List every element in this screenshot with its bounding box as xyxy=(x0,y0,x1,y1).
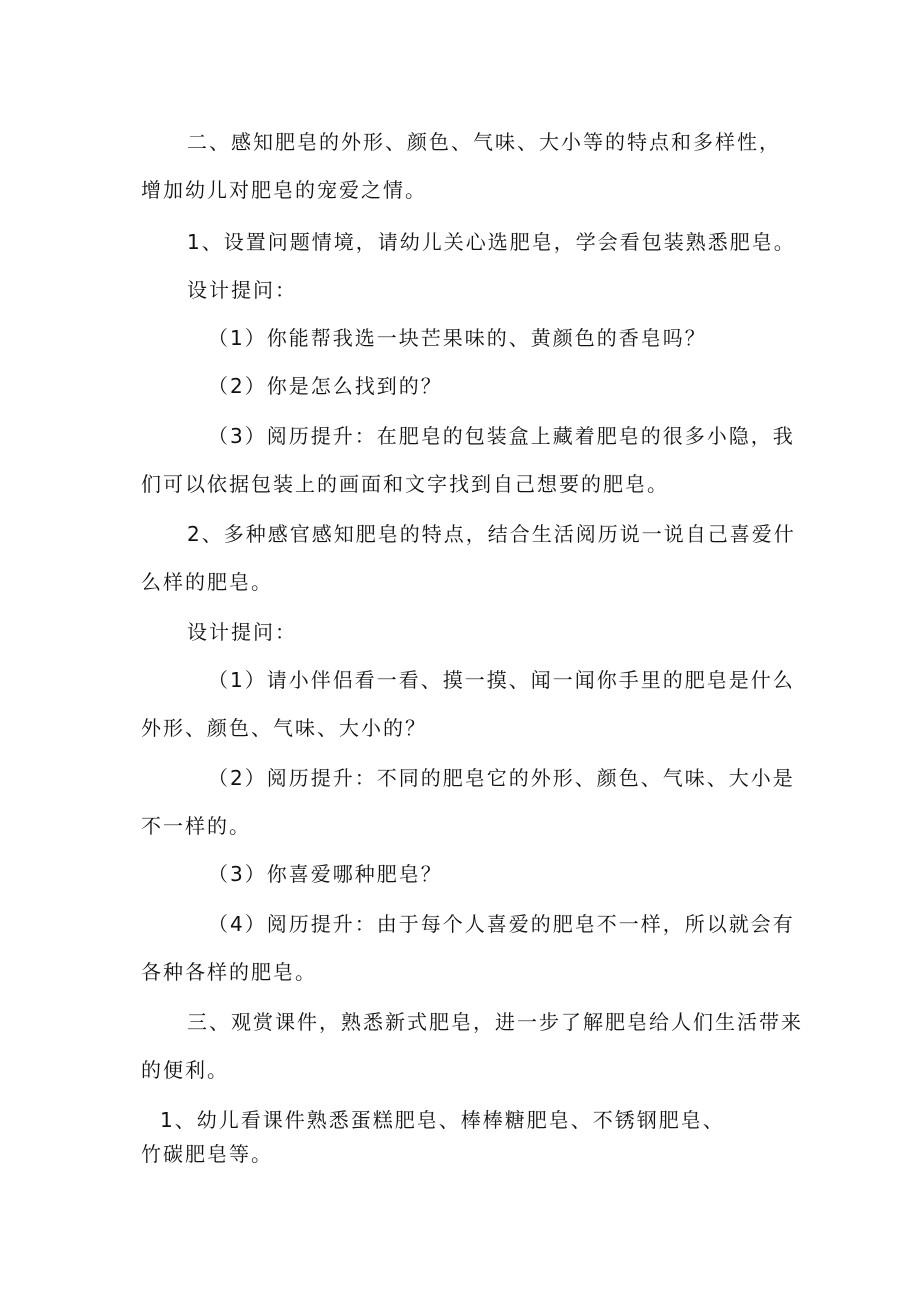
question-item-2-line-2: 不一样的。 xyxy=(141,814,251,838)
question-item-3: （3）你喜爱哪种肥皂？ xyxy=(208,862,443,886)
question-item-1-line-1: （1）请小伴侣看一看、摸一摸、闻一闻你手里的肥皂是什么 xyxy=(208,668,795,692)
step-3-1-line-1: 1、幼儿看课件熟悉蛋糕肥皂、棒棒糖肥皂、不锈钢肥皂、 xyxy=(160,1108,725,1132)
question-item-3-line-1: （3）阅历提升：在肥皂的包装盒上藏着肥皂的很多小隐，我 xyxy=(208,424,795,448)
step-2-line-1: 2、多种感官感知肥皂的特点，结合生活阅历说一说自己喜爱什 xyxy=(187,522,796,546)
section-heading-3-line-1: 三、观赏课件，熟悉新式肥皂，进一步了解肥皂给人们生活带来 xyxy=(187,1010,803,1034)
question-item-3-line-2: 们可以依据包装上的画面和文字找到自己想要的肥皂。 xyxy=(141,472,669,496)
section-heading-3-line-2: 的便利。 xyxy=(141,1058,229,1082)
step-1-text: 1、设置问题情境，请幼儿关心选肥皂，学会看包装熟悉肥皂。 xyxy=(187,230,796,254)
section-heading-2-line-2: 增加幼儿对肥皂的宠爱之情。 xyxy=(141,178,427,202)
step-3-1-line-2: 竹碳肥皂等。 xyxy=(141,1142,273,1166)
section-heading-2-line-1: 二、感知肥皂的外形、颜色、气味、大小等的特点和多样性， xyxy=(187,130,781,154)
question-item-4-line-2: 各种各样的肥皂。 xyxy=(141,960,317,984)
question-item-2: （2）你是怎么找到的？ xyxy=(208,374,443,398)
question-item-2-line-1: （2）阅历提升：不同的肥皂它的外形、颜色、气味、大小是 xyxy=(208,766,795,790)
question-item-1-line-2: 外形、颜色、气味、大小的？ xyxy=(141,716,427,740)
step-2-line-2: 么样的肥皂。 xyxy=(141,570,273,594)
question-design-label: 设计提问： xyxy=(187,278,297,302)
question-item-4-line-1: （4）阅历提升：由于每个人喜爱的肥皂不一样，所以就会有 xyxy=(208,912,795,936)
question-design-label: 设计提问： xyxy=(187,620,297,644)
question-item-1: （1）你能帮我选一块芒果味的、黄颜色的香皂吗？ xyxy=(208,326,707,350)
